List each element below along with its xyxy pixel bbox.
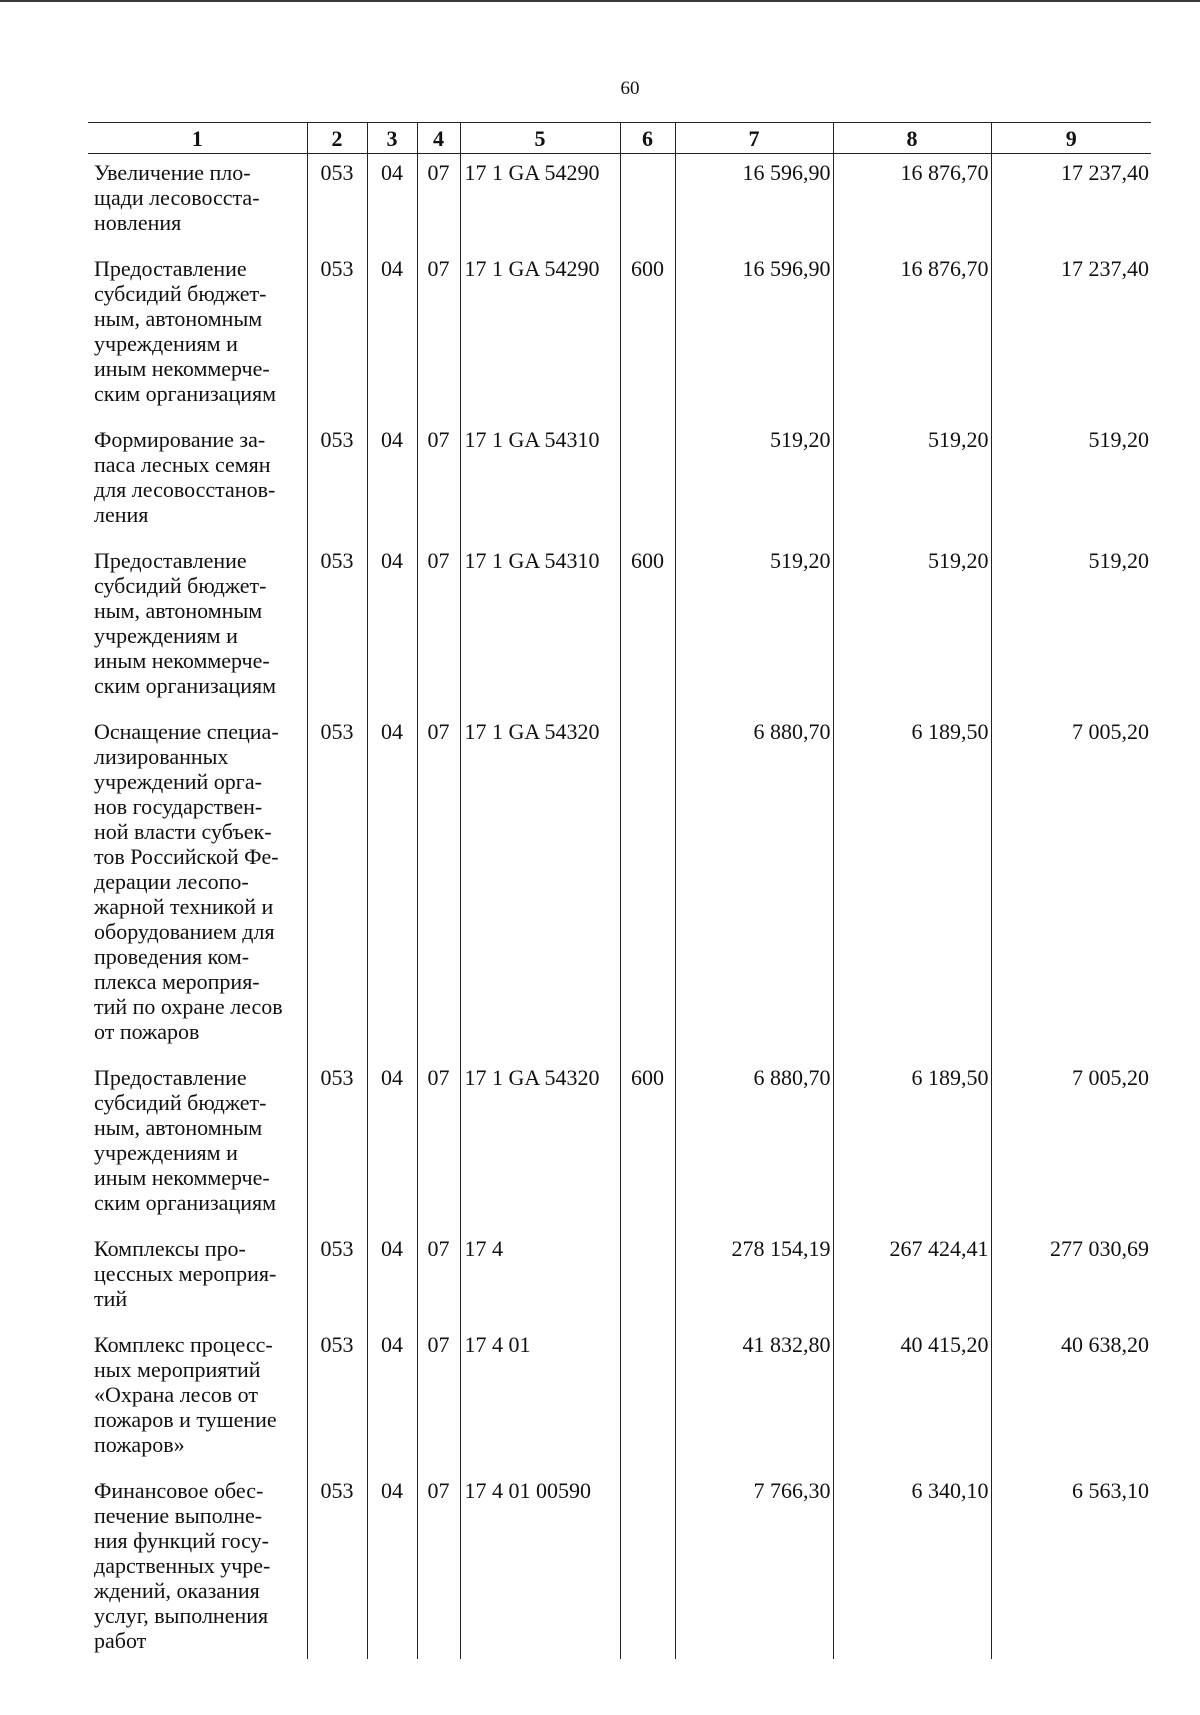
row-col-9: 6 563,10: [991, 1472, 1151, 1659]
row-col-3: 04: [367, 713, 417, 1059]
row-col-4: 07: [417, 421, 460, 542]
row-col-7: 16 596,90: [675, 154, 833, 251]
row-col-8: 16 876,70: [833, 250, 991, 421]
table-row: [88, 542, 1151, 713]
table-row: [88, 1059, 1151, 1230]
row-col-6: [620, 1472, 675, 1659]
row-name: Формирование за- паса лесных семян для лесовосстанов- ления: [94, 427, 276, 527]
row-col-5: 17 1 GA 54290: [460, 154, 620, 251]
row-col-6: [620, 154, 675, 251]
row-col-6: 600: [620, 250, 675, 421]
row-col-5: 17 1 GA 54320: [460, 713, 620, 1059]
row-col-2: 053: [307, 250, 367, 421]
table-row: [88, 250, 1151, 421]
table-row: [88, 1326, 1151, 1472]
row-col-2: 053: [307, 713, 367, 1059]
row-col-2: 053: [307, 542, 367, 713]
row-col-2: 053: [307, 1472, 367, 1659]
row-name: Предоставление субсидий бюджет- ным, автономным учреждениям и иным некоммерче- ским организациям: [94, 1065, 277, 1215]
row-col-4: 07: [417, 154, 460, 251]
page-number: 60: [620, 78, 640, 99]
row-col-7: 7 766,30: [675, 1472, 833, 1659]
row-col-8: 519,20: [833, 421, 991, 542]
header-col-6: 6: [620, 123, 675, 154]
row-col-2: 053: [307, 1230, 367, 1326]
table-header-row: [88, 123, 1151, 154]
row-col-7: 16 596,90: [675, 250, 833, 421]
row-col-2: 053: [307, 1326, 367, 1472]
table-row: [88, 154, 1151, 251]
row-col-5: 17 4 01 00590: [460, 1472, 620, 1659]
row-col-4: 07: [417, 1059, 460, 1230]
row-name: Предоставление субсидий бюджет- ным, автономным учреждениям и иным некоммерче- ским организациям: [94, 256, 277, 406]
row-name: Увеличение пло- щади лесовосста- новления: [94, 160, 260, 235]
row-col-3: 04: [367, 1326, 417, 1472]
row-col-5: 17 1 GA 54310: [460, 421, 620, 542]
row-col-7: 6 880,70: [675, 713, 833, 1059]
row-col-3: 04: [367, 154, 417, 251]
row-col-5: 17 4 01: [460, 1326, 620, 1472]
row-col-8: 267 424,41: [833, 1230, 991, 1326]
table-row: [88, 1472, 1151, 1659]
row-col-9: 519,20: [991, 421, 1151, 542]
table-row: [88, 713, 1151, 1059]
row-col-7: 41 832,80: [675, 1326, 833, 1472]
row-col-8: 40 415,20: [833, 1326, 991, 1472]
header-col-4: 4: [417, 123, 460, 154]
row-col-5: 17 1 GA 54310: [460, 542, 620, 713]
row-col-7: 519,20: [675, 542, 833, 713]
row-col-8: 6 340,10: [833, 1472, 991, 1659]
header-col-5: 5: [460, 123, 620, 154]
row-col-4: 07: [417, 1230, 460, 1326]
row-col-6: 600: [620, 542, 675, 713]
header-col-8: 8: [833, 123, 991, 154]
row-col-8: 6 189,50: [833, 713, 991, 1059]
row-col-5: 17 1 GA 54320: [460, 1059, 620, 1230]
header-col-2: 2: [307, 123, 367, 154]
row-col-6: [620, 1326, 675, 1472]
row-col-3: 04: [367, 421, 417, 542]
row-col-6: 600: [620, 1059, 675, 1230]
row-col-3: 04: [367, 250, 417, 421]
row-col-8: 6 189,50: [833, 1059, 991, 1230]
row-col-7: 6 880,70: [675, 1059, 833, 1230]
row-col-4: 07: [417, 1472, 460, 1659]
row-col-3: 04: [367, 542, 417, 713]
row-col-4: 07: [417, 542, 460, 713]
row-col-9: 277 030,69: [991, 1230, 1151, 1326]
row-col-9: 40 638,20: [991, 1326, 1151, 1472]
row-col-8: 16 876,70: [833, 154, 991, 251]
row-col-8: 519,20: [833, 542, 991, 713]
table-row: [88, 1230, 1151, 1326]
row-col-3: 04: [367, 1472, 417, 1659]
row-col-9: 17 237,40: [991, 250, 1151, 421]
row-col-4: 07: [417, 250, 460, 421]
row-name: Предоставление субсидий бюджет- ным, автономным учреждениям и иным некоммерче- ским организациям: [94, 548, 277, 698]
row-col-6: [620, 421, 675, 542]
row-name: Финансовое обес- печение выполне- ния функций госу- дарственных учре- ждений, оказания услуг, выполнения работ: [94, 1478, 271, 1653]
row-col-9: 17 237,40: [991, 154, 1151, 251]
table-row: [88, 421, 1151, 542]
row-col-4: 07: [417, 713, 460, 1059]
header-col-1: 1: [88, 123, 307, 154]
row-col-6: [620, 1230, 675, 1326]
row-col-3: 04: [367, 1230, 417, 1326]
budget-table: [88, 122, 1151, 1659]
row-col-2: 053: [307, 421, 367, 542]
header-col-9: 9: [991, 123, 1151, 154]
row-col-5: 17 1 GA 54290: [460, 250, 620, 421]
row-col-9: 7 005,20: [991, 713, 1151, 1059]
row-col-2: 053: [307, 1059, 367, 1230]
row-col-9: 7 005,20: [991, 1059, 1151, 1230]
row-col-4: 07: [417, 1326, 460, 1472]
row-col-3: 04: [367, 1059, 417, 1230]
header-col-7: 7: [675, 123, 833, 154]
row-col-6: [620, 713, 675, 1059]
row-name: Комплекс процесс- ных мероприятий «Охрана лесов от пожаров и тушение пожаров»: [94, 1332, 277, 1457]
row-col-9: 519,20: [991, 542, 1151, 713]
row-name: Комплексы про- цессных мероприя- тий: [94, 1236, 277, 1311]
row-col-7: 278 154,19: [675, 1230, 833, 1326]
header-col-3: 3: [367, 123, 417, 154]
row-name: Оснащение специа- лизированных учреждений орга- нов государствен- ной власти субъек- тов Российской Фе- дерации лесопо- жарной техникой и оборудованием для проведения ком- плекса мероприя- тий по охране лесов от пожаров: [94, 719, 283, 1044]
row-col-7: 519,20: [675, 421, 833, 542]
row-col-2: 053: [307, 154, 367, 251]
row-col-5: 17 4: [460, 1230, 620, 1326]
scan-border: [0, 0, 1200, 2]
